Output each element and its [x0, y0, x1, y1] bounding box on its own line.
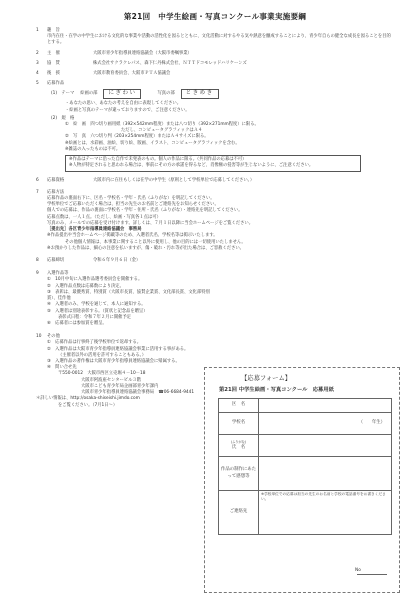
section-awards: 9 入選作品等 ① 10月中旬に入選作品選考委員会を開催する。 ② 入選作品点数は応募数により決定。 ③ 表彰は、最優秀賞、特別賞（大阪市長賞、協賛企業賞、文化部長賞、文化部特別賞）、佳作他 ④ 入選者のみ、学校を通じて、本人に通知する。 ⑤ 入選者は別途表彰する。（賞状と記念品を贈呈） 表彰式日程：令和７年２月に開催予定 ⑥ 応募者には参加賞を贈呈。: [36, 271, 216, 327]
section-works: 5 応募作品 (1) テーマ 絵画の部 にぎわい 写真の部 ときめき ・あなたの思い、あなたの考えを自由に表現してください。 ・絵画と写真のテーマが違っておりますので、ご注意ください。 (2) 規 格 ① 絵 画 四つ切り画用紙（392×542mm程度）または八つ切り（392×271mm程度）に限る。 ただし、コンピュータグラフィックはＡ４ ② 写 真 六つ切り判（203×254mm程度）またはＡ４サイズに限る。 ※絵画とは、水彩画、油絵、切り絵、版画、イラスト、コンピュータグラフィックを含む。 ※雑誌の入ったものは不可。 ※作品はテーマに沿った自作で未発表のもの。個人の作品に限る。（共同作品の応募は不可） ※人物が特定されると思われる場合は、事前にその方の承諾を得るなど、肖像権の侵害等が生じないように、ご注意ください。: [36, 81, 394, 171]
form-row-impression: 作品の制作にあたって感想等: [219, 457, 392, 491]
section-heading: その他: [47, 334, 60, 340]
section-heading: 入選作品等: [47, 271, 69, 277]
number-label: No: [355, 568, 361, 573]
section-eligibility: 6 応募資格 大阪市内に在住もしくは在学の中学生（原則として学校単位で応募してください。）: [36, 177, 255, 183]
form-row-contact: ご連絡先 ※学校単位での応募は担当の先生のお名前と学校の電話番号をお書きください。: [219, 491, 392, 535]
impression-field[interactable]: [259, 457, 392, 491]
document-title: 第21回 中学生絵画・写真コンクール事業実施要綱: [123, 12, 307, 21]
attention-box: ※作品はテーマに沿った自作で未発表のもの。個人の作品に限る。（共同作品の応募は不可） ※人物が特定されると思われる場合は、事前にその方の承諾を得るなど、肖像権の侵害等が生じないように、ご注意ください。: [65, 155, 361, 171]
form-row-name: (ふりがな) 氏 名: [219, 435, 392, 457]
section-heading: 応募方法: [47, 189, 65, 195]
form-row-school: 学校名 （ 年生）: [219, 413, 392, 435]
form-table: [218, 398, 392, 535]
section-heading: 趣 旨: [47, 27, 60, 33]
section-text: 市内在住・在学の中学生における文化的な事業や活動の活性化を図るとともに、文化活動に対するやる気や熱意を醸成することにより、青少年自らの健全な成長を図ることを目的とする。: [47, 34, 391, 46]
paint-theme-box: にぎわい: [103, 89, 141, 99]
section-organizer: 2 主 催 大阪市青少年指導員連絡協議会（大阪市委嘱事業）: [36, 50, 192, 56]
name-field[interactable]: [259, 435, 392, 457]
ward-field[interactable]: [259, 399, 392, 413]
section-other: 10 その他 ① 応募作品は行事終了後学校単位で返却する。 ② 入選作品は大阪市青少年指導員連絡協議会事業に活用する事がある。 （主催者以外の活用を許可することもある。） ③ 入選作品の著作権は大阪市青少年指導員連絡協議会に帰属する。 ④ 問い合せ先 〒550-0012 大阪市西区立売堀４－10－18 大阪市阿波座センタービル３階 大阪市こども青少年局企画部青少年課内 大阪市青少年指導員連絡協議会事務局 ☎06-6684-9441 ＊詳しい情報は、http://osaka-shiseishi.jimdo.com をご覧ください。（7月1日～）: [36, 334, 216, 409]
section-sponsor: 3 協 賛 株式会社サクラクレパス、森下仁丹株式会社、ＮＴＴドコモレッドハリケーンズ: [36, 60, 247, 66]
school-field[interactable]: （ 年生）: [259, 413, 392, 435]
entry-form: [204, 367, 400, 593]
form-row-ward: 区 名: [219, 399, 392, 413]
section-purpose: 1 趣 旨 市内在住・在学の中学生における文化的な事業や活動の活性化を図るとともに、文化活動に対するやる気や熱意を醸成することにより、青少年自らの健全な成長を図ることを目的とする。: [36, 28, 394, 47]
number-line: [357, 574, 387, 575]
section-deadline: 8 応募締切 令和６年９月６日（金）: [36, 257, 141, 263]
contact-field[interactable]: ※学校単位での応募は担当の先生のお名前と学校の電話番号をお書きください。: [259, 491, 392, 535]
form-subtitle: 第21回 中学生絵画・写真コンクール 応募用紙: [219, 387, 334, 393]
form-title: 【応募フォーム】: [241, 375, 292, 382]
section-heading: 応募作品: [47, 81, 65, 87]
section-support: 4 後 援 大阪市教育委員会、大阪市ＰＴＡ協議会: [36, 70, 171, 76]
section-how-to-apply: 7 応募方法 応募作品の裏面右下に、区名・学校名・学年・氏名（ふりがな）を明記してください。 学校単位でご応募いただく場合は、担当の先生のお名前とご連絡先をお知らせください。 個人での応募は、作品の裏面に学校名・学年・住所・氏名（ふりがな）・連絡先を明記してください。 応募点数は、一人１点。（ただし、絵画・写真各１点は可） 写真のみ、メールでの応募を受け付けます。詳しくは、７月１日以降に当会ホームページをご覧ください。 ［提出先］各区青少年指導員連絡協議会 事務局 ※作品提出や当会ホームページ掲載等のため、入選者氏名、学校名等は掲示いたします。 その他個人情報は、本事業に関すること以外に使用し、他の目的には一切使用いたしません。 ※お預かりした作品は、細心の注意を払いますが、傷・破れ・汚れ等が出た場合は、ご容赦ください。: [36, 190, 394, 252]
theme-row: (1) テーマ 絵画の部 にぎわい 写真の部 ときめき: [47, 89, 394, 99]
photo-theme-box: ときめき: [181, 89, 219, 99]
